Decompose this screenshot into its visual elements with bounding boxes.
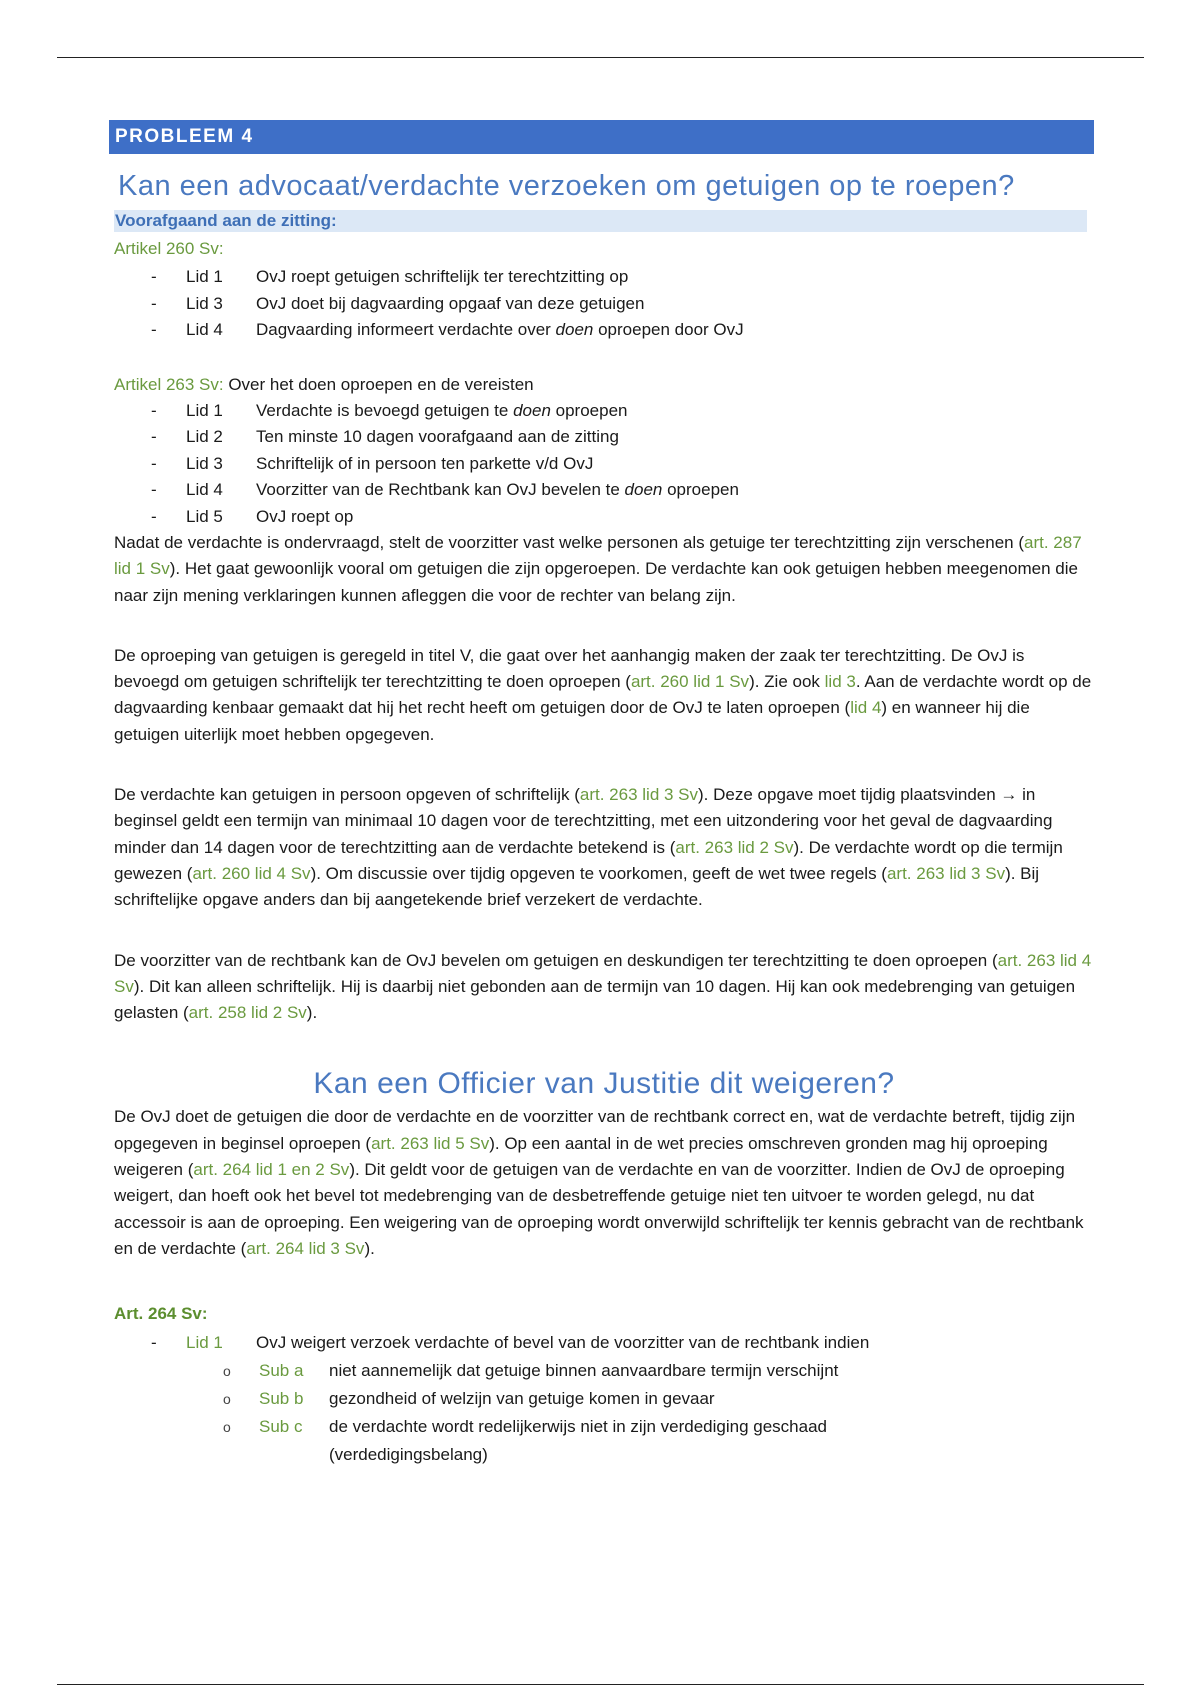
article-263-heading: Artikel 263 Sv: Over het doen oproepen en de vereisten xyxy=(114,374,534,394)
article-260-label: Artikel 260 Sv: xyxy=(114,239,224,258)
footer-rule xyxy=(57,1684,1144,1685)
document-body xyxy=(114,120,1094,1469)
paragraph-1: Nadat de verdachte is ondervraagd, stelt de voorzitter vast welke personen als getuige ter terechtzitting zijn verschenen (art. 287 lid 1 Sv). Het gaat gewoonlijk vooral om getuigen die zijn opgeroepen. De verdachte kan ook getuigen hebben meegenomen die naar zijn mening verklaringen kunnen afleggen die voor de rechter van belang zijn. xyxy=(114,533,1082,605)
header-rule xyxy=(57,57,1144,58)
list-item: - Lid 1 Verdachte is bevoegd getuigen te doen oproepen xyxy=(151,400,628,420)
article-264-label: Art. 264 Sv: xyxy=(114,1304,208,1324)
heading-question-2: Kan een Officier van Justitie dit weigeren? xyxy=(313,1067,895,1101)
list-item: - Lid 2 Ten minste 10 dagen voorafgaand aan de zitting xyxy=(151,427,619,446)
sub-list-item: o Sub b gezondheid of welzijn van getuige komen in gevaar xyxy=(223,1388,715,1408)
list-item: - Lid 4 Dagvaarding informeert verdachte over doen oproepen door OvJ xyxy=(151,320,744,339)
article-260-list xyxy=(114,264,1094,344)
article-263-label: Artikel 263 Sv: xyxy=(114,374,224,394)
article-264-list xyxy=(114,1330,1094,1357)
list-item: - Lid 4 Voorzitter van de Rechtbank kan OvJ bevelen te doen oproepen xyxy=(151,480,739,499)
section-banner: PROBLEEM 4 xyxy=(109,120,1094,154)
paragraph-4: De voorzitter van de rechtbank kan de OvJ bevelen om getuigen en deskundigen ter terechtzitting te doen oproepen (art. 263 lid 4 Sv). Dit kan alleen schriftelijk. Hij is daarbij niet gebonden aan de termijn van 10 dagen. Hij kan ook medebrenging van getuigen gelasten (art. 258 lid 2 Sv). xyxy=(114,950,1092,1023)
list-item: - Lid 3 OvJ doet bij dagvaarding opgaaf van deze getuigen xyxy=(151,293,645,313)
list-item: - Lid 1 OvJ weigert verzoek verdachte of bevel van de voorzitter van de rechtbank indien xyxy=(151,1333,870,1353)
article-264-sublist xyxy=(114,1357,1094,1469)
article-263-list xyxy=(114,398,1094,531)
list-item: - Lid 5 OvJ roept op xyxy=(151,506,354,526)
list-item: - Lid 1 OvJ roept getuigen schriftelijk ter terechtzitting op xyxy=(151,267,629,286)
paragraph-2: De oproeping van getuigen is geregeld in titel V, die gaat over het aanhangig maken der zaak ter terechtzitting. De OvJ is bevoegd om getuigen schriftelijk ter terechtzitting te doen oproepen (art. 260 lid 1 Sv). Zie ook lid 3. Aan de verdachte wordt op de dagvaarding kenbaar gemaakt dat hij het recht heeft om getuigen door de OvJ te laten oproepen (lid 4) en wanneer hij die getuigen uiterlijk moet hebben opgegeven. xyxy=(114,645,1092,744)
paragraph-5: De OvJ doet de getuigen die door de verdachte en de voorzitter van de rechtbank correct en, wat de verdachte betreft, tijdig zijn opgegeven in beginsel oproepen (art. 263 lid 5 Sv). Op een aantal in de wet precies omschreven gronden mag hij oproeping weigeren (art. 264 lid 1 en 2 Sv). Dit geldt voor de getuigen van de verdachte en van de voorzitter. Indien de OvJ de oproeping weigert, dan hoeft ook het bevel tot medebrenging van de desbetreffende getuige niet ten uitvoer te worden gelegd, nu dat accessoir is aan de oproeping. Een weigering van de oproeping wordt onverwijld schriftelijk ter kennis gebracht van de rechtbank en de verdachte (art. 264 lid 3 Sv). xyxy=(114,1107,1084,1258)
list-item: - Lid 3 Schriftelijk of in persoon ten parkette v/d OvJ xyxy=(151,453,594,473)
sub-list-item: o Sub c de verdachte wordt redelijkerwijs niet in zijn verdediging geschaad (verdedigingsbelang) xyxy=(223,1416,827,1464)
sub-list-item: o Sub a niet aannemelijk dat getuige binnen aanvaardbare termijn verschijnt xyxy=(223,1360,839,1380)
heading-question-1: Kan een advocaat/verdachte verzoeken om getuigen op te roepen? xyxy=(118,170,1015,202)
paragraph-3: De verdachte kan getuigen in persoon opgeven of schriftelijk (art. 263 lid 3 Sv). Deze opgave moet tijdig plaatsvinden → in beginsel geldt een termijn van minimaal 10 dagen voor de terechtzitting, met een uitzondering voor het geval de dagvaarding minder dan 14 dagen voor de terechtzitting aan de verdachte betekend is (art. 263 lid 2 Sv). De verdachte wordt op die termijn gewezen (art. 260 lid 4 Sv). Om discussie over tijdig opgeven te voorkomen, geeft de wet twee regels (art. 263 lid 3 Sv). Bij schriftelijke opgave anders dan bij aangetekende brief verzekert de verdachte. xyxy=(114,785,1063,910)
subheading-voorafgaand: Voorafgaand aan de zitting: xyxy=(114,210,1087,232)
